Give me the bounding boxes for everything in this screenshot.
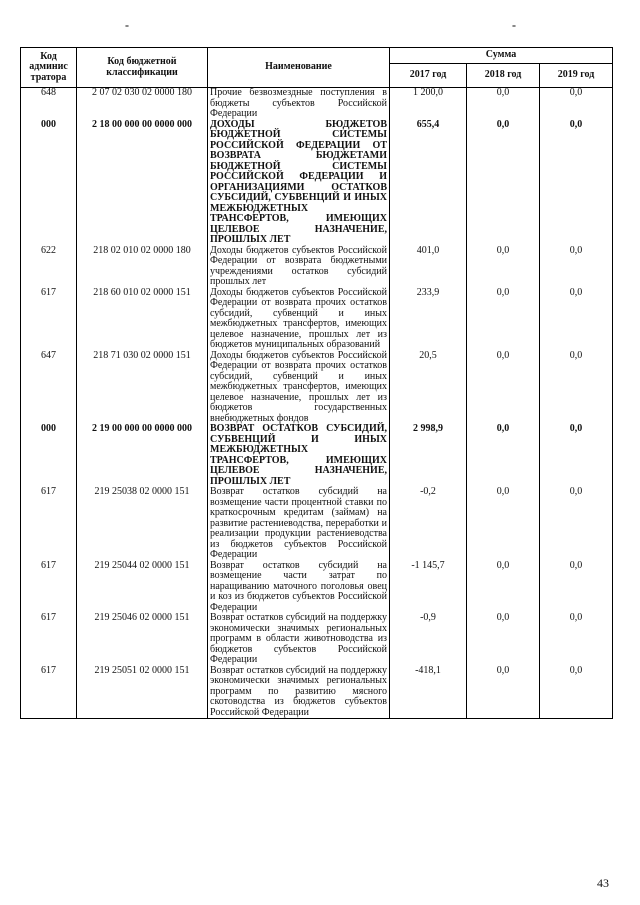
amount-2017-cell: 233,9 bbox=[390, 288, 467, 351]
table-row bbox=[21, 666, 613, 719]
amount-2017-cell: -0,2 bbox=[390, 487, 467, 561]
name-cell: Доходы бюджетов субъектов Российской Федерации от возврата прочих остатков субсидий, субвенций и иных межбюджетных трансфертов, имеющих целевое назначение, прошлых лет из бюджетов муниципальных образований bbox=[208, 288, 390, 351]
amount-2019-cell: 0,0 bbox=[540, 666, 613, 719]
amount-2018-cell: 0,0 bbox=[467, 351, 540, 425]
admin-code-cell: 622 bbox=[21, 246, 77, 288]
table-row bbox=[21, 613, 613, 666]
name-cell: Прочие безвозмездные поступления в бюджеты субъектов Российской Федерации bbox=[208, 88, 390, 120]
amount-2017-cell: -418,1 bbox=[390, 666, 467, 719]
budget-code-cell: 218 71 030 02 0000 151 bbox=[77, 351, 208, 425]
budget-code-cell: 2 07 02 030 02 0000 180 bbox=[77, 88, 208, 120]
amount-2017-cell: -1 145,7 bbox=[390, 561, 467, 614]
page-number: 43 bbox=[597, 876, 609, 890]
header-budget-code: Код бюджетной классификации bbox=[77, 48, 208, 88]
admin-code-cell: 617 bbox=[21, 487, 77, 561]
budget-code-cell: 218 02 010 02 0000 180 bbox=[77, 246, 208, 288]
table-row bbox=[21, 424, 613, 487]
admin-code-cell: 647 bbox=[21, 351, 77, 425]
amount-2019-cell: 0,0 bbox=[540, 88, 613, 120]
budget-code-cell: 219 25046 02 0000 151 bbox=[77, 613, 208, 666]
amount-2019-cell: 0,0 bbox=[540, 487, 613, 561]
table-row bbox=[21, 288, 613, 351]
header-year-2018: 2018 год bbox=[467, 64, 540, 88]
header-sum: Сумма bbox=[390, 48, 613, 64]
name-cell: Доходы бюджетов субъектов Российской Федерации от возврата бюджетными учреждениями остатков субсидий прошлых лет bbox=[208, 246, 390, 288]
admin-code-cell: 617 bbox=[21, 561, 77, 614]
name-cell: Доходы бюджетов субъектов Российской Федерации от возврата прочих остатков субсидий, субвенций и иных межбюджетных трансфертов, имеющих целевое назначение, прошлых лет из бюджетов государственных внебюджетных фондов bbox=[208, 351, 390, 425]
header-mark-left: - bbox=[125, 18, 129, 32]
amount-2018-cell: 0,0 bbox=[467, 487, 540, 561]
header-year-2019: 2019 год bbox=[540, 64, 613, 88]
budget-code-cell: 2 18 00 000 00 0000 000 bbox=[77, 120, 208, 246]
amount-2017-cell: 655,4 bbox=[390, 120, 467, 246]
admin-code-cell: 617 bbox=[21, 666, 77, 719]
budget-revenue-table bbox=[20, 47, 613, 719]
amount-2019-cell: 0,0 bbox=[540, 246, 613, 288]
amount-2017-cell: -0,9 bbox=[390, 613, 467, 666]
admin-code-cell: 617 bbox=[21, 613, 77, 666]
budget-code-cell: 219 25044 02 0000 151 bbox=[77, 561, 208, 614]
header-year-2017: 2017 год bbox=[390, 64, 467, 88]
header-admin-code: Код админис тратора bbox=[21, 48, 77, 88]
name-cell: Возврат остатков субсидий на поддержку экономически значимых региональных программ в области животноводства из бюджетов субъектов Российской Федерации bbox=[208, 613, 390, 666]
amount-2018-cell: 0,0 bbox=[467, 88, 540, 120]
name-cell: ВОЗВРАТ ОСТАТКОВ СУБСИДИЙ, СУБВЕНЦИЙ И ИНЫХ МЕЖБЮДЖЕТНЫХ ТРАНСФЕРТОВ, ИМЕЮЩИХ ЦЕЛЕВОЕ НАЗНАЧЕНИЕ, ПРОШЛЫХ ЛЕТ bbox=[208, 424, 390, 487]
admin-code-cell: 000 bbox=[21, 424, 77, 487]
admin-code-cell: 648 bbox=[21, 88, 77, 120]
amount-2018-cell: 0,0 bbox=[467, 288, 540, 351]
table-row bbox=[21, 487, 613, 561]
budget-code-cell: 219 25051 02 0000 151 bbox=[77, 666, 208, 719]
budget-code-cell: 218 60 010 02 0000 151 bbox=[77, 288, 208, 351]
amount-2017-cell: 1 200,0 bbox=[390, 88, 467, 120]
amount-2018-cell: 0,0 bbox=[467, 246, 540, 288]
name-cell: ДОХОДЫ БЮДЖЕТОВ БЮДЖЕТНОЙ СИСТЕМЫ РОССИЙСКОЙ ФЕДЕРАЦИИ ОТ ВОЗВРАТА БЮДЖЕТАМИ БЮДЖЕТНОЙ СИСТЕМЫ РОССИЙСКОЙ ФЕДЕРАЦИИ И ОРГАНИЗАЦИЯМИ ОСТАТКОВ СУБСИДИЙ, СУБВЕНЦИЙ И ИНЫХ МЕЖБЮДЖЕТНЫХ ТРАНСФЕРТОВ, ИМЕЮЩИХ ЦЕЛЕВОЕ НАЗНАЧЕНИЕ, ПРОШЛЫХ ЛЕТ bbox=[208, 120, 390, 246]
amount-2019-cell: 0,0 bbox=[540, 120, 613, 246]
table-row bbox=[21, 88, 613, 120]
budget-code-cell: 219 25038 02 0000 151 bbox=[77, 487, 208, 561]
amount-2018-cell: 0,0 bbox=[467, 561, 540, 614]
table-row bbox=[21, 246, 613, 288]
name-cell: Возврат остатков субсидий на возмещение части процентной ставки по краткосрочным кредитам (займам) на развитие растениеводства, переработки и реализации продукции растениеводства из бюджетов субъектов Российской Федерации bbox=[208, 487, 390, 561]
amount-2019-cell: 0,0 bbox=[540, 288, 613, 351]
table-body bbox=[21, 88, 613, 719]
header-mark-right: - bbox=[512, 18, 516, 32]
amount-2018-cell: 0,0 bbox=[467, 613, 540, 666]
name-cell: Возврат остатков субсидий на возмещение части затрат по наращиванию маточного поголовья овец и коз из бюджетов субъектов Российской Федерации bbox=[208, 561, 390, 614]
amount-2018-cell: 0,0 bbox=[467, 120, 540, 246]
amount-2017-cell: 2 998,9 bbox=[390, 424, 467, 487]
amount-2019-cell: 0,0 bbox=[540, 561, 613, 614]
admin-code-cell: 617 bbox=[21, 288, 77, 351]
amount-2019-cell: 0,0 bbox=[540, 424, 613, 487]
amount-2018-cell: 0,0 bbox=[467, 666, 540, 719]
header-name: Наименование bbox=[208, 48, 390, 88]
table-row bbox=[21, 351, 613, 425]
amount-2019-cell: 0,0 bbox=[540, 351, 613, 425]
amount-2019-cell: 0,0 bbox=[540, 613, 613, 666]
budget-code-cell: 2 19 00 000 00 0000 000 bbox=[77, 424, 208, 487]
admin-code-cell: 000 bbox=[21, 120, 77, 246]
amount-2017-cell: 401,0 bbox=[390, 246, 467, 288]
table-row bbox=[21, 561, 613, 614]
amount-2017-cell: 20,5 bbox=[390, 351, 467, 425]
table-row bbox=[21, 120, 613, 246]
name-cell: Возврат остатков субсидий на поддержку экономически значимых региональных программ по развитию мясного скотоводства из бюджетов субъектов Российской Федерации bbox=[208, 666, 390, 719]
amount-2018-cell: 0,0 bbox=[467, 424, 540, 487]
